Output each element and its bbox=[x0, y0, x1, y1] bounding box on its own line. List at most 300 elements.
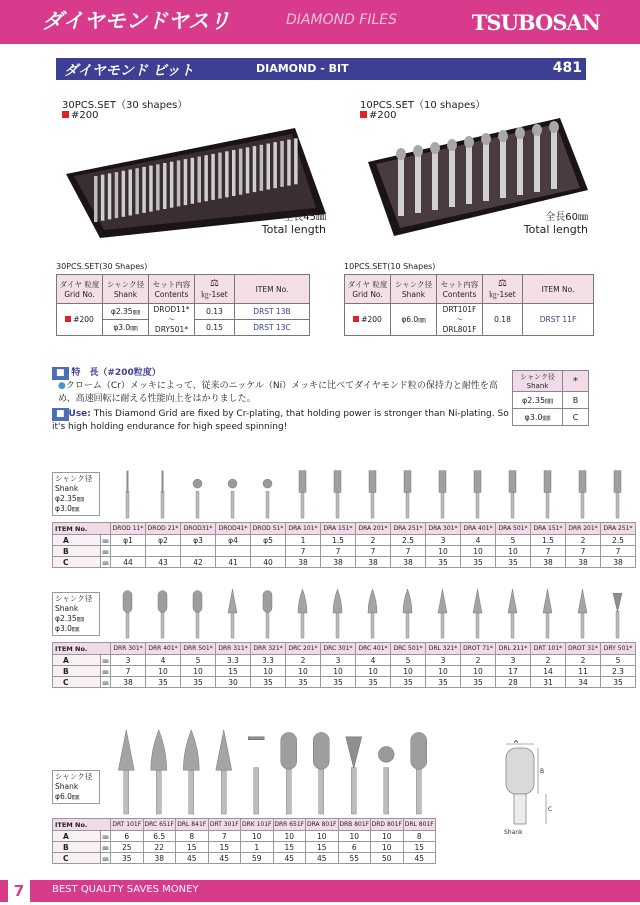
dim-a-cell: 2 bbox=[461, 655, 496, 666]
item-no-cell: DRA 401* bbox=[461, 523, 496, 535]
red-square-icon bbox=[353, 316, 359, 322]
dim-a-cell: 2.5 bbox=[601, 535, 636, 546]
red-square-icon bbox=[65, 316, 71, 322]
dim-c-cell: 35 bbox=[181, 677, 216, 688]
dim-c-cell: 50 bbox=[371, 853, 404, 864]
dim-a-cell: 5 bbox=[496, 535, 531, 546]
set30-length bbox=[254, 208, 326, 236]
footer-page-number: 7 bbox=[8, 880, 30, 902]
dim-c-cell: 34 bbox=[566, 677, 601, 688]
row-header-a: A bbox=[53, 535, 101, 546]
dim-b-cell: 7 bbox=[356, 546, 391, 557]
footer-slogan: BEST QUALITY SAVES MONEY bbox=[52, 884, 199, 895]
bit-drawing bbox=[298, 589, 307, 638]
dim-c-cell: 45 bbox=[208, 853, 241, 864]
dim-c-cell: 42 bbox=[181, 557, 216, 568]
shank-label-box bbox=[52, 472, 100, 516]
bit-drawing bbox=[403, 589, 412, 638]
bit-drawing bbox=[126, 471, 129, 518]
dim-a-cell: 3 bbox=[496, 655, 531, 666]
set10-bit-head bbox=[498, 130, 508, 142]
set10-bit bbox=[449, 145, 455, 207]
col-shank-en: Shank bbox=[113, 290, 138, 299]
dim-a-cell: 2 bbox=[356, 535, 391, 546]
dim-b-cell: 10 bbox=[251, 666, 286, 677]
dim-a-cell: 1.5 bbox=[321, 535, 356, 546]
block2-dimension-table bbox=[52, 642, 636, 688]
shank-label-jp: シャンク径 bbox=[55, 474, 93, 483]
set30-bit bbox=[225, 151, 229, 197]
bit-drawing bbox=[216, 730, 232, 814]
set30-bit bbox=[108, 173, 112, 219]
dim-a-cell: 10 bbox=[371, 831, 404, 842]
shank-key-size-2: φ3.0㎜ bbox=[513, 409, 563, 426]
dim-a-cell: 3 bbox=[321, 655, 356, 666]
dim-c-cell: 40 bbox=[251, 557, 286, 568]
block1-drawings bbox=[110, 468, 635, 520]
set10-grid: #200 bbox=[361, 315, 382, 324]
item-no-cell: DRR 501* bbox=[181, 643, 216, 655]
set30-bit bbox=[253, 146, 257, 192]
bit-drawing bbox=[333, 589, 342, 638]
row-header-c: C bbox=[53, 557, 101, 568]
dim-c-cell: 35 bbox=[391, 677, 426, 688]
section-title-jp: ダイヤモンド ビット bbox=[64, 63, 195, 79]
item-no-cell: DRA 251* bbox=[601, 523, 636, 535]
dim-b-cell: 10 bbox=[426, 666, 461, 677]
set10-bit bbox=[432, 148, 438, 210]
dim-b-cell: 10 bbox=[356, 666, 391, 677]
col-weight: ㎏-1set bbox=[201, 290, 228, 299]
set10-weight: 0.18 bbox=[483, 304, 523, 336]
set10-contents bbox=[437, 304, 483, 336]
dim-b-cell: 10 bbox=[321, 666, 356, 677]
set30-bit bbox=[115, 172, 119, 218]
item-no-cell: DRR 321* bbox=[251, 643, 286, 655]
item-no-cell: DROD 11* bbox=[111, 523, 146, 535]
dim-a-cell: 3 bbox=[426, 655, 461, 666]
dim-c-cell: 35 bbox=[496, 557, 531, 568]
bit-drawing bbox=[614, 471, 621, 518]
bit-drawing bbox=[473, 589, 482, 638]
dim-a-cell: 1 bbox=[286, 535, 321, 546]
item-no-cell: DRR 401* bbox=[146, 643, 181, 655]
red-square-icon bbox=[360, 111, 367, 118]
block1-dimension-table bbox=[52, 522, 636, 568]
page-footer bbox=[0, 880, 640, 902]
set30-bit bbox=[122, 171, 126, 217]
dim-a-cell: 4 bbox=[356, 655, 391, 666]
set30-bit bbox=[142, 167, 146, 213]
dim-a-cell: 2 bbox=[566, 655, 601, 666]
item-no-cell: DRC 401* bbox=[356, 643, 391, 655]
dim-c-cell: 38 bbox=[391, 557, 426, 568]
dim-b-cell: 25 bbox=[111, 842, 144, 853]
dim-b-cell bbox=[146, 546, 181, 557]
unit-cell: ㎜ bbox=[101, 666, 111, 677]
set10-bit-head bbox=[413, 145, 423, 157]
item-no-cell: DRA 301* bbox=[426, 523, 461, 535]
dim-a-cell: 2 bbox=[531, 655, 566, 666]
set30-bit bbox=[260, 145, 264, 191]
dim-b-cell: 7 bbox=[286, 546, 321, 557]
item-no-cell: DRC 301* bbox=[321, 643, 356, 655]
item-no-cell: DRR 311* bbox=[216, 643, 251, 655]
row-header-b: B bbox=[53, 546, 101, 557]
dim-b-cell: 10 bbox=[461, 666, 496, 677]
set30-bit bbox=[211, 154, 215, 200]
dimension-diagram bbox=[500, 740, 560, 840]
col-weight: ㎏-1set bbox=[489, 290, 516, 299]
bit-drawing bbox=[299, 471, 306, 518]
col-item: ITEM No. bbox=[541, 284, 575, 294]
set30-bit bbox=[149, 166, 153, 212]
set10-length bbox=[512, 208, 588, 236]
dim-c-cell: 43 bbox=[146, 557, 181, 568]
item-no-cell: DRR 201* bbox=[566, 523, 601, 535]
set10-bit bbox=[551, 127, 557, 189]
dim-c-cell: 55 bbox=[338, 853, 371, 864]
dim-b-cell: 22 bbox=[143, 842, 176, 853]
dim-c-cell: 38 bbox=[531, 557, 566, 568]
col-contents-jp: セット内容 bbox=[152, 280, 191, 289]
set30-bit bbox=[163, 163, 167, 209]
bit-drawing bbox=[509, 471, 516, 518]
dim-a-cell: φ4 bbox=[216, 535, 251, 546]
dim-c-cell: 38 bbox=[286, 557, 321, 568]
section-title-en: DIAMOND - BIT bbox=[256, 62, 349, 75]
shank-size-1: φ2.35㎜ bbox=[55, 614, 85, 623]
dim-b-cell bbox=[216, 546, 251, 557]
header-title-en: DIAMOND FILES bbox=[286, 12, 398, 28]
dim-c-cell: 44 bbox=[111, 557, 146, 568]
set30-contents bbox=[149, 304, 195, 336]
red-square-icon bbox=[62, 111, 69, 118]
set30-bit bbox=[129, 170, 133, 216]
set30-item-2: DRST 13C bbox=[235, 320, 310, 336]
dim-c-cell: 38 bbox=[356, 557, 391, 568]
set10-bit-head bbox=[532, 124, 542, 136]
dim-a-cell: φ5 bbox=[251, 535, 286, 546]
set10-grid-cell bbox=[345, 304, 391, 336]
set30-table bbox=[56, 274, 310, 336]
block2-drawings bbox=[110, 588, 635, 640]
unit-cell: ㎜ bbox=[101, 535, 111, 546]
dim-b-cell: 10 bbox=[496, 546, 531, 557]
dim-a-cell: 2.5 bbox=[391, 535, 426, 546]
col-grid-en: Grid No. bbox=[64, 290, 95, 299]
dim-a-cell: 2 bbox=[566, 535, 601, 546]
dim-a-cell: 4 bbox=[461, 535, 496, 546]
dim-a-cell: 5 bbox=[181, 655, 216, 666]
dim-c-cell: 35 bbox=[426, 557, 461, 568]
set30-bit bbox=[191, 158, 195, 204]
dim-c-cell: 35 bbox=[251, 677, 286, 688]
item-no-cell: DRL 801F bbox=[403, 819, 436, 831]
set30-item-1: DRST 13B bbox=[235, 304, 310, 320]
set30-contents-bot: DRY501* bbox=[154, 325, 189, 334]
bit-drawing bbox=[439, 471, 446, 518]
set30-bit bbox=[135, 168, 139, 214]
header-title-jp: ダイヤモンドヤスリ bbox=[42, 9, 231, 33]
col-contents-en: Contents bbox=[442, 290, 477, 299]
unit-cell: ㎜ bbox=[101, 842, 111, 853]
item-no-cell: DRT 301F bbox=[208, 819, 241, 831]
bit-drawing bbox=[543, 589, 552, 638]
set10-contents-tilde: ～ bbox=[455, 315, 464, 324]
dim-b-cell: 17 bbox=[496, 666, 531, 677]
bit-drawing bbox=[228, 589, 237, 638]
dim-a-cell: 6.5 bbox=[143, 831, 176, 842]
set10-contents-bot: DRL801F bbox=[442, 325, 477, 334]
set30-bit bbox=[198, 157, 202, 203]
dim-a-cell: 10 bbox=[241, 831, 274, 842]
item-no-cell: DRA 151* bbox=[531, 523, 566, 535]
dim-b-cell: 15 bbox=[273, 842, 306, 853]
dim-a-cell: 5 bbox=[601, 655, 636, 666]
dim-c-cell: 38 bbox=[143, 853, 176, 864]
shank-label-jp: シャンク径 bbox=[55, 772, 93, 781]
set30-bit bbox=[280, 141, 284, 187]
dim-c-cell: 35 bbox=[461, 557, 496, 568]
set10-bit-head bbox=[396, 148, 406, 160]
dim-a-cell: φ2 bbox=[146, 535, 181, 546]
row-header-c: C bbox=[53, 853, 101, 864]
block3-dimension-table bbox=[52, 818, 436, 864]
bit-drawing bbox=[411, 732, 427, 814]
set30-bit bbox=[232, 150, 236, 196]
dim-b-cell: 15 bbox=[208, 842, 241, 853]
item-no-cell: DRC 501* bbox=[391, 643, 426, 655]
dim-b-cell: 15 bbox=[403, 842, 436, 853]
dim-b-cell bbox=[181, 546, 216, 557]
bit-drawing bbox=[193, 591, 202, 638]
set30-bit bbox=[177, 160, 181, 206]
dim-b-cell: 10 bbox=[181, 666, 216, 677]
dim-a-cell: 4 bbox=[146, 655, 181, 666]
dim-b-cell: 7 bbox=[566, 546, 601, 557]
unit-cell: ㎜ bbox=[101, 831, 111, 842]
bit-drawing bbox=[544, 471, 551, 518]
dim-b-cell: 7 bbox=[321, 546, 356, 557]
item-no-cell: DRC 201* bbox=[286, 643, 321, 655]
shank-label-box bbox=[52, 592, 100, 636]
dim-b-cell bbox=[251, 546, 286, 557]
col-shank-en: Shank bbox=[401, 290, 426, 299]
set30-bit bbox=[273, 142, 277, 188]
row-header-a: A bbox=[53, 831, 101, 842]
use-label: Use bbox=[68, 409, 88, 419]
dim-b-cell: 10 bbox=[371, 842, 404, 853]
dim-a-cell: 3.3 bbox=[216, 655, 251, 666]
bit-drawing bbox=[438, 589, 447, 638]
set30-bit bbox=[267, 144, 271, 190]
bit-drawing bbox=[404, 471, 411, 518]
page-header bbox=[0, 0, 640, 44]
use-text: This Diamond Grid are fixed by Cr-plating, that holding power is stronger than Ni-plating. So it's high holding endurance for high speed spinning! bbox=[52, 409, 509, 432]
set10-item: DRST 11F bbox=[523, 304, 594, 336]
shank-key-code-1: B bbox=[563, 392, 589, 409]
bit-drawing bbox=[578, 589, 587, 638]
dim-c-cell: 38 bbox=[111, 677, 146, 688]
bit-drawing bbox=[118, 730, 134, 814]
set10-bit bbox=[466, 142, 472, 204]
dim-shank-label: Shank bbox=[504, 829, 523, 836]
unit-cell: ㎜ bbox=[101, 677, 111, 688]
dim-c-cell: 28 bbox=[496, 677, 531, 688]
dim-b-cell bbox=[111, 546, 146, 557]
bit-drawing bbox=[151, 730, 167, 814]
set10-bit-head bbox=[481, 133, 491, 145]
dim-c-cell: 35 bbox=[461, 677, 496, 688]
bit-drawing bbox=[263, 479, 272, 518]
dim-c-cell: 45 bbox=[273, 853, 306, 864]
dim-b-cell: 10 bbox=[286, 666, 321, 677]
shank-key-code-2: C bbox=[563, 409, 589, 426]
set30-bit bbox=[156, 164, 160, 210]
col-grid-en: Grid No. bbox=[352, 290, 383, 299]
set30-weight-1: 0.13 bbox=[195, 304, 235, 320]
dim-b-cell: 1 bbox=[241, 842, 274, 853]
bit-drawing bbox=[158, 591, 167, 638]
bit-drawing bbox=[161, 471, 164, 518]
dim-a-cell: 1.5 bbox=[531, 535, 566, 546]
item-no-cell: DRR 651F bbox=[273, 819, 306, 831]
dim-head bbox=[506, 748, 534, 794]
dim-a-cell: 3.3 bbox=[251, 655, 286, 666]
set10-table-caption: 10PCS.SET(10 Shapes) bbox=[344, 262, 436, 271]
set30-bit bbox=[246, 147, 250, 193]
item-no-cell: DRL 211* bbox=[496, 643, 531, 655]
set30-bit bbox=[239, 149, 243, 195]
item-no-cell: DRK 101F bbox=[241, 819, 274, 831]
col-contents-en: Contents bbox=[154, 290, 189, 299]
row-header-c: C bbox=[53, 677, 101, 688]
set30-length-en: Total length bbox=[261, 223, 326, 236]
bit-drawing bbox=[579, 471, 586, 518]
dim-c-cell: 35 bbox=[286, 677, 321, 688]
dim-a-cell: 7 bbox=[208, 831, 241, 842]
row-header-items: ITEM No. bbox=[53, 523, 111, 535]
set30-bit bbox=[101, 175, 105, 221]
set10-bit-head bbox=[549, 121, 559, 133]
item-no-cell: DRA 201* bbox=[356, 523, 391, 535]
dim-b-label: B bbox=[540, 768, 545, 775]
bit-drawing bbox=[248, 737, 264, 814]
features-title: 特 長（#200粒度） bbox=[71, 368, 161, 378]
set10-bit-head bbox=[464, 136, 474, 148]
col-shank-jp: シャンク径 bbox=[106, 280, 145, 289]
set10-bit bbox=[517, 133, 523, 195]
dim-b-cell: 2.3 bbox=[601, 666, 636, 677]
dim-b-cell: 10 bbox=[461, 546, 496, 557]
item-no-cell: DRT 101* bbox=[531, 643, 566, 655]
dim-c-cell: 35 bbox=[111, 853, 144, 864]
bit-drawing bbox=[263, 591, 272, 638]
item-no-cell: DRR 301* bbox=[111, 643, 146, 655]
dim-c-cell: 45 bbox=[176, 853, 209, 864]
set30-bit bbox=[294, 138, 298, 184]
dim-c-cell: 45 bbox=[403, 853, 436, 864]
dim-c-cell: 35 bbox=[146, 677, 181, 688]
dim-b-cell: 15 bbox=[176, 842, 209, 853]
set30-weight-2: 0.15 bbox=[195, 320, 235, 336]
bit-drawing bbox=[613, 593, 622, 638]
shank-label-en: Shank bbox=[55, 604, 79, 613]
set10-bit bbox=[415, 151, 421, 213]
set30-contents-tilde: ～ bbox=[167, 315, 176, 324]
dim-c-cell: 38 bbox=[566, 557, 601, 568]
shank-size-2: φ3.0㎜ bbox=[55, 504, 80, 513]
set30-shank-1: φ2.35㎜ bbox=[103, 304, 149, 320]
bit-drawing bbox=[123, 591, 132, 638]
item-no-cell: DROD31* bbox=[181, 523, 216, 535]
row-header-items: ITEM No. bbox=[53, 643, 111, 655]
dim-b-cell: 7 bbox=[531, 546, 566, 557]
set30-bit bbox=[184, 159, 188, 205]
set30-grade-text: #200 bbox=[71, 110, 99, 121]
dim-a-cell: 10 bbox=[273, 831, 306, 842]
dim-c-label: C bbox=[548, 806, 553, 813]
item-no-cell: DROT 31* bbox=[566, 643, 601, 655]
dim-c-cell: 35 bbox=[601, 677, 636, 688]
set30-bit bbox=[287, 140, 291, 186]
shank-label-jp: シャンク径 bbox=[55, 594, 93, 603]
set30-contents-top: DROD11* bbox=[153, 305, 190, 314]
item-no-cell: DRA 251* bbox=[391, 523, 426, 535]
dim-a-cell: φ1 bbox=[111, 535, 146, 546]
set30-table-caption: 30PCS.SET(30 Shapes) bbox=[56, 262, 148, 271]
set10-bit-head bbox=[447, 139, 457, 151]
shank-key-header: シャンク径 Shank bbox=[513, 371, 563, 392]
item-no-cell: DRD 801F bbox=[371, 819, 404, 831]
dim-c-cell: 41 bbox=[216, 557, 251, 568]
dim-b-cell: 7 bbox=[391, 546, 426, 557]
shank-label-en: Shank bbox=[55, 782, 79, 791]
set10-bit bbox=[398, 154, 404, 216]
item-no-cell: DROD 21* bbox=[146, 523, 181, 535]
bit-drawing bbox=[228, 479, 237, 518]
dim-a-cell: 10 bbox=[306, 831, 339, 842]
set10-bit bbox=[500, 136, 506, 198]
item-no-cell: DRC 651F bbox=[143, 819, 176, 831]
bit-drawing bbox=[183, 730, 199, 814]
block3-drawings bbox=[110, 728, 435, 816]
set30-bit bbox=[94, 176, 98, 222]
shank-key-mark: * bbox=[563, 371, 589, 392]
dim-c-cell: 35 bbox=[321, 677, 356, 688]
item-no-cell: DRL 321* bbox=[426, 643, 461, 655]
unit-cell: ㎜ bbox=[101, 655, 111, 666]
item-no-cell: DROT 71* bbox=[461, 643, 496, 655]
shank-label-en: Shank bbox=[55, 484, 79, 493]
shank-size-2: φ3.0㎜ bbox=[55, 624, 80, 633]
brand-logo: TSUBOSAN bbox=[471, 10, 600, 35]
bit-drawing bbox=[334, 471, 341, 518]
dim-a-cell: 3 bbox=[426, 535, 461, 546]
dim-a-cell: 10 bbox=[338, 831, 371, 842]
bit-drawing bbox=[281, 732, 297, 814]
bit-drawing bbox=[508, 589, 517, 638]
item-no-cell: DRB 801F bbox=[338, 819, 371, 831]
section-bar bbox=[56, 58, 586, 80]
dim-c-cell: 30 bbox=[216, 677, 251, 688]
dim-shank bbox=[514, 794, 526, 824]
row-header-b: B bbox=[53, 666, 101, 677]
bit-drawing bbox=[346, 737, 362, 814]
bit-drawing bbox=[313, 732, 329, 814]
item-no-cell: DRA 801F bbox=[306, 819, 339, 831]
